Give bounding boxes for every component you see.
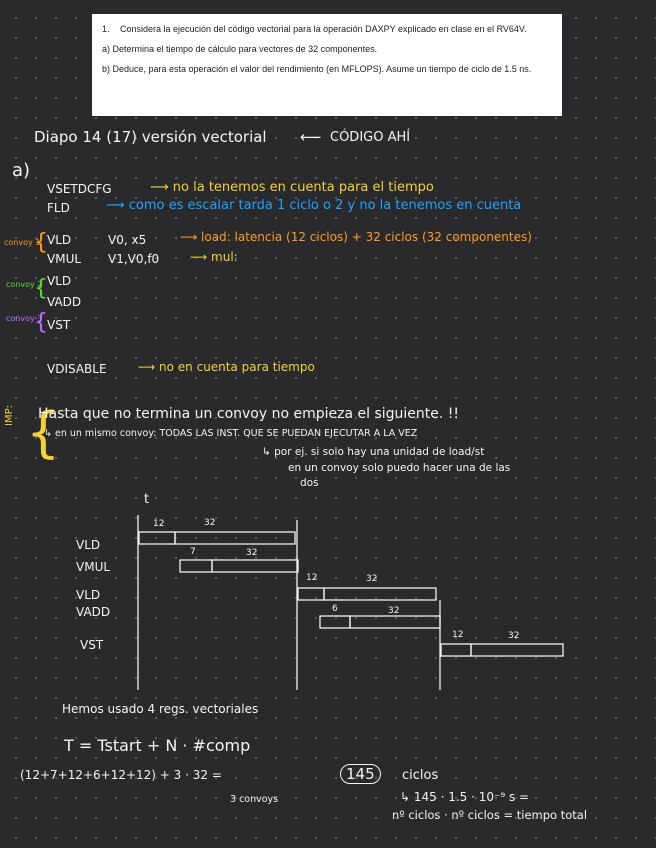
vmul-length-label: 32 [246, 548, 258, 558]
instr-vdisable: VDISABLE [47, 362, 107, 376]
vst-length-bar [471, 644, 563, 656]
vld2-length-bar [324, 588, 436, 600]
imp-line-3: ↳ por ej. si solo hay una unidad de load/st [262, 446, 485, 458]
instr-vmul: VMUL [47, 252, 82, 266]
vadd-latency-label: 6 [332, 604, 338, 614]
timeline-row-vadd: VADD [76, 605, 111, 619]
time-formula: T = Tstart + N · #comp [64, 736, 251, 755]
instr-fld: FLD [47, 201, 70, 215]
timeline-row-vld-2: VLD [76, 588, 101, 602]
calc-unit: ciclos [402, 768, 439, 783]
note-fld: ⟶ como es escalar tarda 1 ciclo o 2 y no la tenemos en cuenta [106, 198, 522, 213]
imp-line-1: Hasta que no termina un convoy no empieza el siguiente. !! [38, 406, 459, 422]
vadd-latency-bar [320, 616, 350, 628]
vadd-length-bar [350, 616, 440, 628]
problem-intro-text: Considera la ejecución del código vectorial para la operación DAXPY explicado en clase en el RV64V. [120, 24, 527, 34]
note-vmul: ⟶ mul: [190, 250, 238, 264]
time-axis-label: t [144, 492, 150, 507]
notes-heading: Diapo 14 (17) versión vectorial [34, 128, 267, 146]
vmul-latency-bar [180, 560, 212, 572]
timeline-row-vmul: VMUL [76, 560, 111, 574]
convoy-label-2: convoy 2 [6, 280, 43, 289]
convoy-label-1: convoy 1 [4, 238, 41, 247]
imp-line-4: en un convoy solo puedo hacer una de las [288, 462, 511, 474]
note-vld-1: ⟶ load: latencia (12 ciclos) + 32 ciclos (32 componentes) [180, 230, 532, 244]
imp-brace: { [26, 401, 61, 464]
instr-vadd: VADD [47, 295, 82, 309]
timeline-row-vst: VST [80, 638, 104, 652]
imp-line-2: ↳ en un mismo convoy: TODAS LAS INST. QUE SE PUEDAN EJECUTAR A LA VEZ [44, 428, 418, 439]
vst-length-label: 32 [508, 631, 520, 641]
vld1-length-bar [175, 532, 295, 544]
operands-vmul: V1,V0,f0 [108, 252, 160, 266]
calc-left: (12+7+12+6+12+12) + 3 · 32 = [20, 768, 222, 782]
instr-vld-2: VLD [47, 274, 72, 288]
convoy-3-brace: { [34, 310, 48, 335]
problem-part-b: b) Deduce, para esta operación el valor del rendimiento (en MFLOPS). Asume un tiempo de ciclo de 1.5 ns. [102, 64, 532, 74]
calc-result: 145 [340, 764, 381, 784]
convoy-label-3: convoy 3 [6, 314, 43, 323]
vst-latency-bar [441, 644, 471, 656]
vst-latency-label: 12 [452, 630, 464, 640]
heading-arrow: ⟵ [300, 128, 322, 146]
note-vdisable: ⟶ no en cuenta para tiempo [138, 360, 315, 374]
vld2-latency-bar [298, 588, 324, 600]
instr-vst: VST [47, 318, 71, 332]
problem-number: 1. [102, 24, 110, 34]
vld1-length-label: 32 [204, 518, 216, 528]
vld2-latency-label: 12 [306, 573, 318, 583]
instr-vsetdcfg: VSETDCFG [47, 182, 112, 196]
note-vsetdcfg: ⟶ no la tenemos en cuenta para el tiempo [150, 180, 434, 195]
problem-part-a: a) Determina el tiempo de cálculo para vectores de 32 componentes. [102, 44, 378, 54]
vadd-length-label: 32 [388, 606, 400, 616]
operands-vld-1: V0, x5 [108, 233, 147, 247]
imp-label: IMP: [4, 405, 15, 426]
convoy-1-brace: { [34, 230, 48, 255]
imp-line-5: dos [300, 477, 319, 489]
part-a-label: a) [12, 160, 31, 181]
vld1-latency-bar [139, 532, 175, 544]
vld2-length-label: 32 [366, 574, 378, 584]
vmul-length-bar [212, 560, 298, 572]
convoys-note: 3 convoys [230, 794, 279, 805]
vld1-latency-label: 12 [153, 519, 165, 529]
vmul-latency-label: 7 [190, 547, 196, 557]
time-line-1: ↳ 145 · 1.5 · 10⁻⁹ s = [400, 790, 530, 804]
time-line-2: nº ciclos · nº ciclos = tiempo total [392, 808, 588, 822]
vector-regs-note: Hemos usado 4 regs. vectoriales [62, 702, 259, 716]
instr-vld-1: VLD [47, 233, 72, 247]
heading-right: CÓDIGO AHÍ [330, 130, 411, 145]
convoy-2-brace: { [34, 276, 48, 301]
timeline-row-vld-1: VLD [76, 538, 101, 552]
